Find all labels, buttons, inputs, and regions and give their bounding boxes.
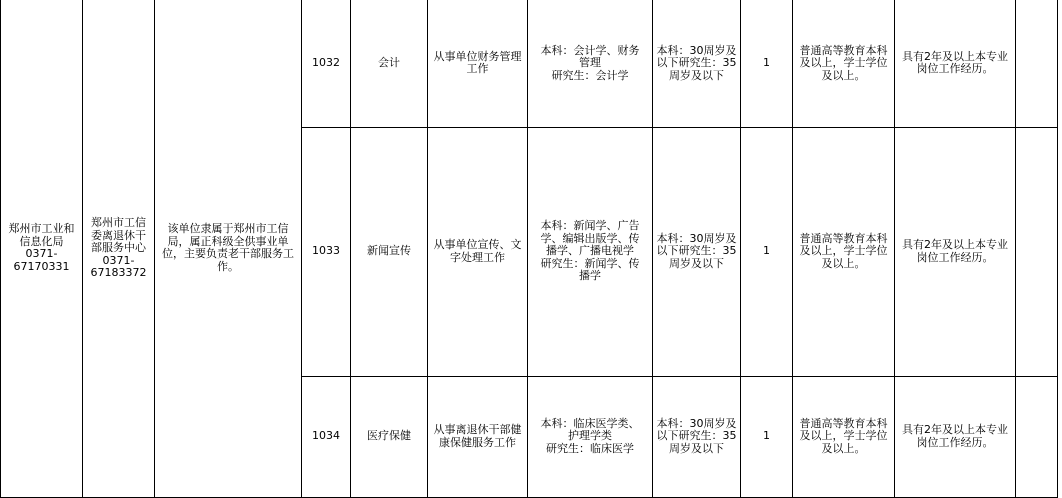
position-major [528, 0, 653, 127]
unit-phone-prefix: 0371- [25, 247, 58, 261]
position-education: 普通高等教育本科及以上，学士学位及以上。 [793, 0, 895, 127]
table-row [1, 0, 1058, 127]
position-title: 新闻宣传 [351, 127, 428, 376]
major-line: 播学、广播电视学 [546, 244, 634, 258]
position-count: 1 [741, 376, 793, 497]
position-code: 1034 [302, 376, 351, 497]
major-line: 播学 [579, 269, 601, 283]
position-remark [1016, 127, 1058, 376]
dept-name-line: 郑州市工信 [91, 216, 146, 229]
position-remark [1016, 0, 1058, 127]
position-other: 具有2年及以上本专业岗位工作经历。 [895, 127, 1016, 376]
position-duty: 从事单位财务管理工作 [428, 0, 528, 127]
major-line: 研究生：新闻学、传 [540, 256, 640, 270]
unit-cell [1, 0, 83, 497]
position-age: 本科：30周岁及以下研究生：35周岁及以下 [653, 0, 741, 127]
unit-name-line: 信息化局 [19, 234, 64, 248]
position-education: 普通高等教育本科及以上，学士学位及以上。 [793, 127, 895, 376]
dept-cell [83, 0, 155, 497]
description-cell [155, 0, 302, 497]
dept-name-line: 委离退休干 [91, 228, 146, 242]
major-line: 本科：新闻学、广告 [540, 219, 640, 233]
position-other: 具有2年及以上本专业岗位工作经历。 [895, 376, 1016, 497]
major-line: 护理学类 [568, 429, 612, 443]
major-line: 研究生：临床医学 [546, 441, 634, 455]
position-other: 具有2年及以上本专业岗位工作经历。 [895, 0, 1016, 127]
position-major [528, 376, 653, 497]
dept-phone-prefix: 0371- [102, 253, 135, 267]
major-line: 本科：临床医学类、 [540, 416, 640, 430]
position-remark [1016, 376, 1058, 497]
position-code: 1033 [302, 127, 351, 376]
major-line: 本科：会计学、财务 [540, 43, 640, 57]
position-duty: 从事离退休干部健康保健服务工作 [428, 376, 528, 497]
position-education: 普通高等教育本科及以上，学士学位及以上。 [793, 376, 895, 497]
position-title: 医疗保健 [351, 376, 428, 497]
position-count: 1 [741, 0, 793, 127]
position-age: 本科：30周岁及以下研究生：35周岁及以下 [653, 127, 741, 376]
position-major [528, 127, 653, 376]
unit-phone-number: 67170331 [13, 259, 70, 273]
position-code: 1032 [302, 0, 351, 127]
dept-phone-number: 67183372 [90, 266, 147, 279]
dept-name-line: 部服务中心 [91, 241, 146, 254]
position-duty: 从事单位宣传、文字处理工作 [428, 127, 528, 376]
major-line: 研究生：会计学 [551, 68, 629, 82]
unit-name-line: 郑州市工业和 [8, 222, 75, 236]
position-count: 1 [741, 127, 793, 376]
major-line: 管理 [579, 56, 601, 69]
major-line: 学、编辑出版学、传 [540, 231, 640, 245]
position-age: 本科：30周岁及以下研究生：35周岁及以下 [653, 376, 741, 497]
unit-description: 该单位隶属于郑州市工信局，属正科级全供事业单位，主要负责老干部服务工作。 [162, 222, 294, 273]
position-title: 会计 [351, 0, 428, 127]
